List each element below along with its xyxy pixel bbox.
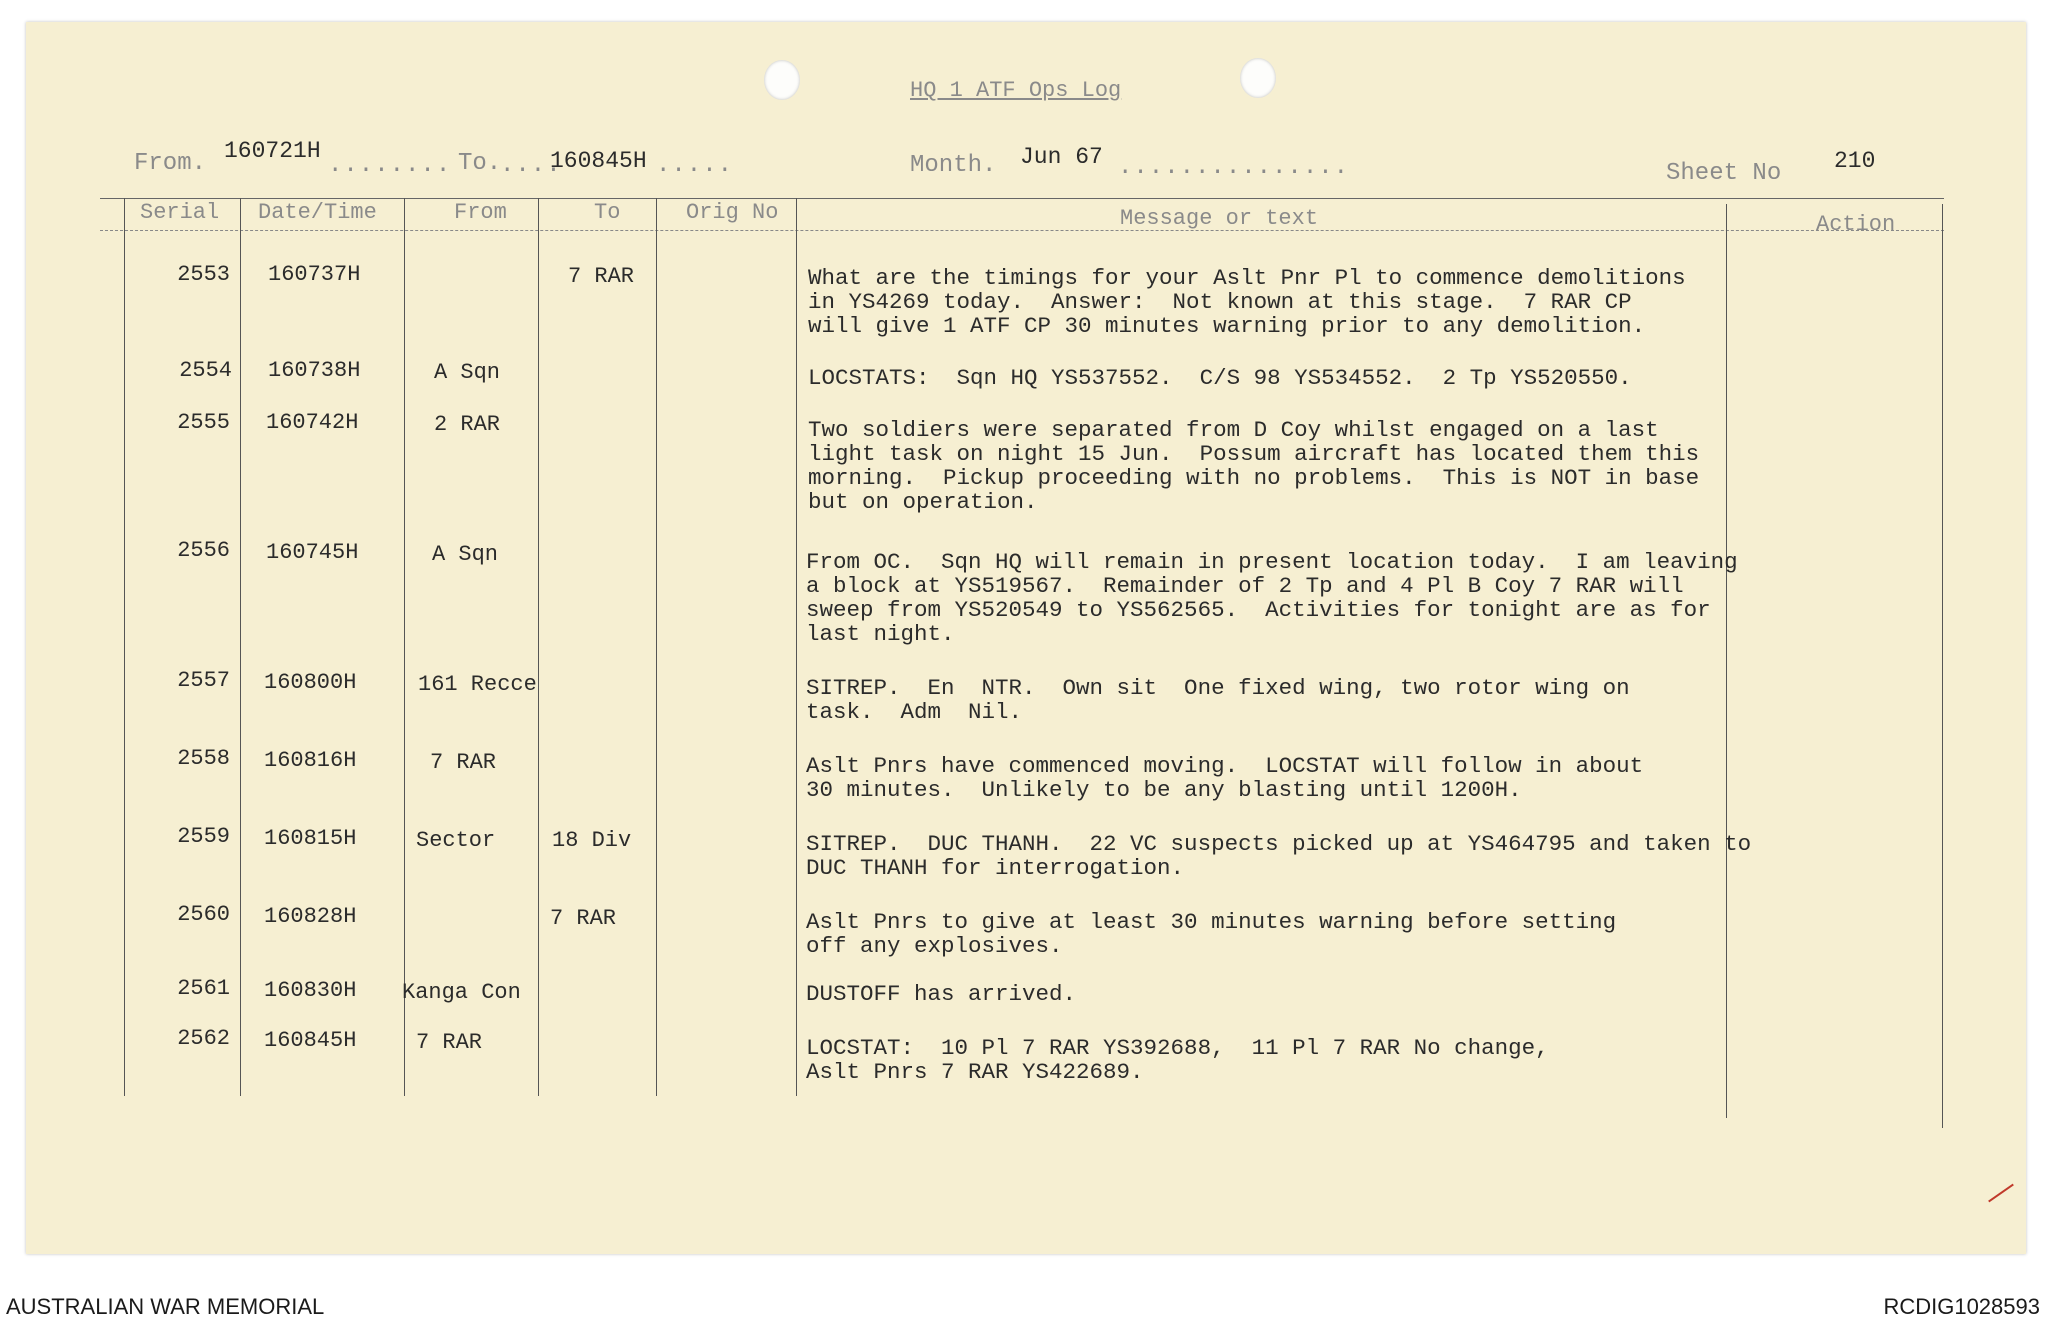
tear-mark-icon (1988, 1184, 2014, 1203)
to-label: To. (458, 150, 502, 177)
col-rule-serial-date (240, 198, 241, 1096)
col-rule-to-orig (656, 198, 657, 1096)
row-message: SITREP. DUC THANH. 22 VC suspects picked up at YS464795 and taken to DUC THANH for interrogation. (806, 831, 1752, 881)
col-header-datetime: Date/Time (258, 200, 377, 225)
row-datetime: 160742H (266, 410, 359, 435)
row-datetime: 160828H (264, 904, 357, 929)
row-from: 2 RAR (434, 412, 501, 437)
col-rule-msg-action (1726, 204, 1727, 1118)
punch-hole-right (1240, 58, 1276, 98)
row-from: Sector (416, 828, 496, 853)
col-header-from: From (454, 200, 507, 225)
col-rule-action-right (1942, 204, 1943, 1128)
col-header-message: Message or text (1120, 206, 1319, 231)
row-serial: 2558 (177, 746, 230, 771)
sheet-value: 210 (1834, 148, 1876, 174)
table-header-top-rule (100, 198, 1944, 199)
row-datetime: 160738H (268, 358, 361, 383)
to-dots-b: ..... (656, 152, 734, 179)
col-header-action: Action (1816, 212, 1896, 237)
row-datetime: 160830H (264, 978, 357, 1003)
row-serial: 2562 (177, 1026, 230, 1051)
row-message: From OC. Sqn HQ will remain in present location today. I am leaving a block at YS519567. Remainder of 2 Tp and 4 Pl B Coy 7 RAR will sweep from YS520549 to YS562565. Activities for tonight are as for last night. (806, 549, 1738, 647)
row-message: LOCSTATS: Sqn HQ YS537552. C/S 98 YS534552. 2 Tp YS520550. (808, 365, 1632, 391)
col-rule-date-from (404, 198, 405, 1096)
col-rule-serial-left (124, 198, 125, 1096)
footer-source: AUSTRALIAN WAR MEMORIAL (6, 1294, 325, 1319)
sheet-label: Sheet No (1666, 160, 1782, 187)
row-message: What are the timings for your Aslt Pnr Pl to commence demolitions in YS4269 today. Answer: Not known at this stage. 7 RAR CP will give 1 ATF CP 30 minutes warning prior to any demolition. (808, 265, 1686, 339)
row-message: Aslt Pnrs have commenced moving. LOCSTAT will follow in about 30 minutes. Unlikely to be any blasting until 1200H. (806, 753, 1644, 803)
footer-id: RCDIG1028593 (1883, 1294, 2040, 1319)
from-value: 160721H (224, 138, 321, 164)
row-serial: 2560 (177, 902, 230, 927)
col-header-orig-no: Orig No (686, 200, 779, 225)
row-from: 161 Recce (418, 672, 537, 697)
row-from: A Sqn (434, 360, 501, 385)
to-value: 160845H (550, 148, 647, 174)
col-rule-orig-msg (796, 198, 797, 1096)
row-serial: 2559 (177, 824, 230, 849)
row-datetime: 160800H (264, 670, 357, 695)
row-serial: 2554 (179, 358, 232, 383)
col-header-to: To (594, 200, 621, 225)
row-from: Kanga Con (402, 980, 521, 1005)
month-value: Jun 67 (1020, 144, 1103, 170)
month-label: Month. (910, 152, 997, 179)
row-to: 7 RAR (568, 264, 635, 289)
month-dots: ............... (1118, 154, 1350, 181)
col-header-serial: Serial (140, 200, 220, 225)
row-serial: 2556 (177, 538, 230, 563)
row-serial: 2557 (177, 668, 230, 693)
row-datetime: 160745H (266, 540, 359, 565)
row-to: 7 RAR (550, 906, 617, 931)
page-title: HQ 1 ATF Ops Log (910, 78, 1122, 103)
table-header-bottom-rule (100, 230, 1944, 231)
row-serial: 2561 (177, 976, 230, 1001)
row-to: 18 Div (552, 828, 632, 853)
row-datetime: 160816H (264, 748, 357, 773)
row-datetime: 160845H (264, 1028, 357, 1053)
col-rule-from-to (538, 198, 539, 1096)
row-datetime: 160815H (264, 826, 357, 851)
from-label: From. (134, 150, 207, 177)
to-dots-a: .... (500, 152, 562, 179)
punch-hole-left (764, 60, 800, 100)
row-from: A Sqn (432, 542, 499, 567)
row-from: 7 RAR (430, 750, 497, 775)
row-serial: 2553 (177, 262, 230, 287)
row-message: DUSTOFF has arrived. (806, 981, 1077, 1007)
row-from: 7 RAR (416, 1030, 483, 1055)
row-message: SITREP. En NTR. Own sit One fixed wing, two rotor wing on task. Adm Nil. (806, 675, 1630, 725)
row-message: Two soldiers were separated from D Coy whilst engaged on a last light task on night 15 Jun. Possum aircraft has located them this morning. Pickup proceeding with no problems. This is NOT in base but on operation. (808, 417, 1700, 515)
row-serial: 2555 (177, 410, 230, 435)
row-message: LOCSTAT: 10 Pl 7 RAR YS392688, 11 Pl 7 RAR No change, Aslt Pnrs 7 RAR YS422689. (806, 1035, 1549, 1085)
from-dots: ........ (328, 152, 452, 179)
row-message: Aslt Pnrs to give at least 30 minutes warning before setting off any explosives. (806, 909, 1617, 959)
row-datetime: 160737H (268, 262, 361, 287)
